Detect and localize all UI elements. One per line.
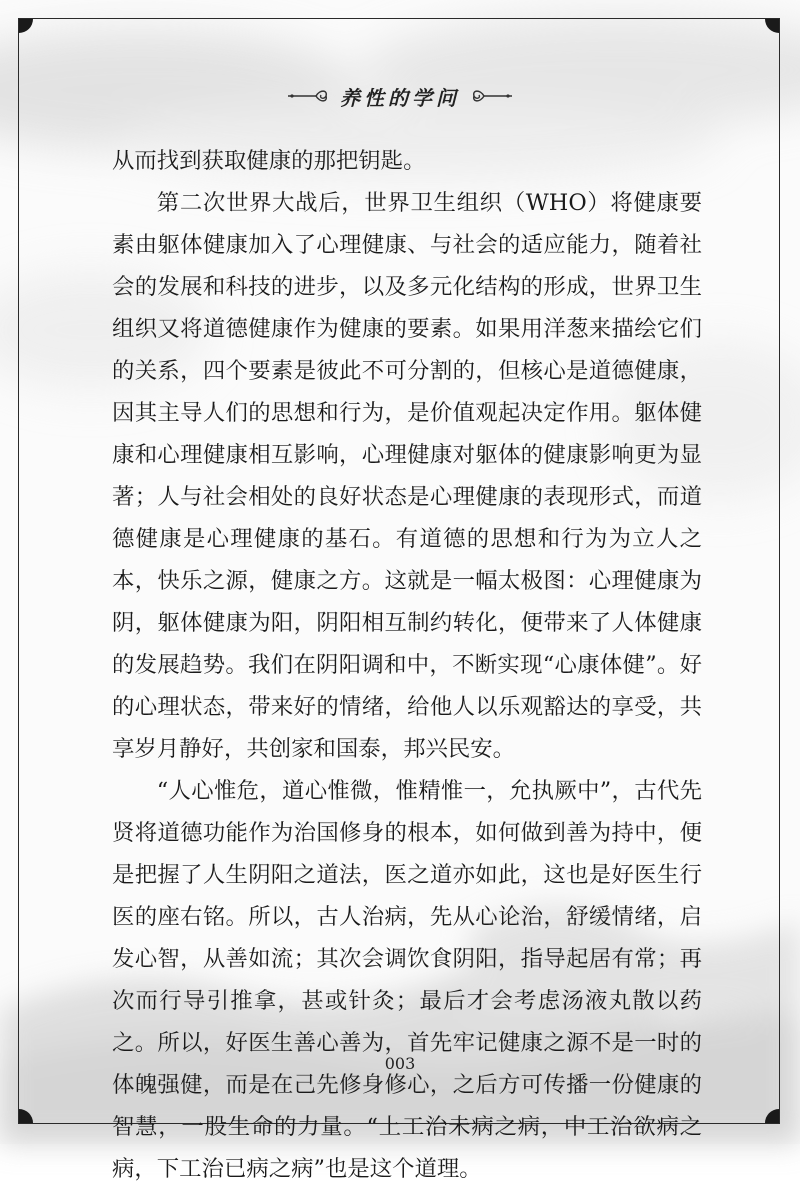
frame-corner-top-right (765, 19, 779, 33)
flourish-right-icon (470, 86, 514, 106)
header-title: 养性的学问 (340, 85, 460, 110)
paragraph-health-elements: 第二次世界大战后，世界卫生组织（WHO）将健康要素由躯体健康加入了心理健康、与社会的适应能力，随着社会的发展和科技的进步，以及多元化结构的形成，世界卫生组织又将道德健康作为健康的要素。如果用洋葱来描绘它们的关系，四个要素是彼此不可分割的，但核心是道德健康，因其主导人们的思想和行为，是价值观起决定作用。躯体健康和心理健康相互影响，心理健康对躯体的健康影响更为显著；人与社会相处的良好状态是心理健康的表现形式，而道德健康是心理健康的基石。有道德的思想和行为为立人之本，快乐之源，健康之方。这就是一幅太极图：心理健康为阴，躯体健康为阳，阴阳相互制约转化，便带来了人体健康的发展趋势。我们在阴阳调和中，不断实现“心康体健”。好的心理状态，带来好的情绪，给他人以乐观豁达的享受，共享岁月静好，共创家和国泰，邦兴民安。 (112, 190, 702, 762)
paragraph-ancient-sages: “人心惟危，道心惟微，惟精惟一，允执厥中”，古代先贤将道德功能作为治国修身的根本，如何做到善为持中，便是把握了人生阴阳之道法，医之道亦如此，这也是好医生行医的座右铭。所以，古人治病，先从心论治，舒缓情绪，启发心智，从善如流；其次会调饮食阴阳，指导起居有常；再次而行导引推拿，甚或针灸；最后才会考虑汤液丸散以药之。所以，好医生善心善为，首先牢记健康之源不是一时的体魄强健，而是在己先修身修心，之后方可传播一份健康的智慧，一股生命的力量。“上工治未病之病，中工治欲病之病，下工治已病之病”也是这个道理。 (112, 778, 702, 1182)
paragraph-continuation: 从而找到获取健康的那把钥匙。 (112, 148, 426, 174)
body-text (112, 140, 702, 1190)
running-header (0, 76, 800, 116)
frame-corner-bottom-left (19, 1109, 33, 1123)
frame-corner-top-left (19, 19, 33, 33)
flourish-left-icon (286, 86, 330, 106)
page-number: 003 (384, 1054, 416, 1073)
frame-corner-bottom-right (765, 1109, 779, 1123)
